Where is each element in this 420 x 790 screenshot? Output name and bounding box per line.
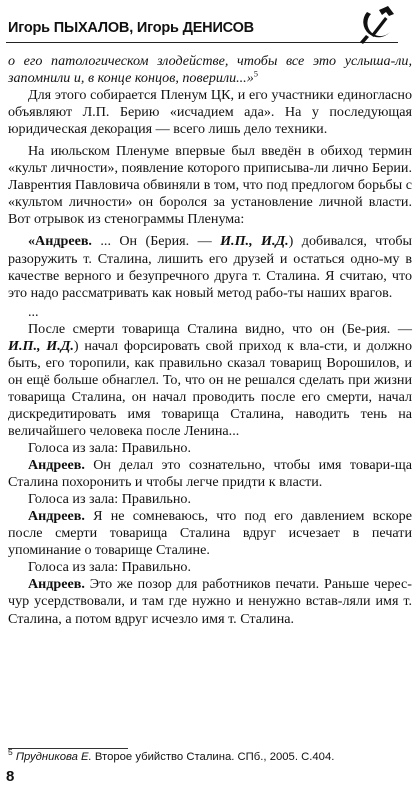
footnote-author: Прудникова Е. [15, 751, 92, 763]
paragraph: На июльском Пленуме впервые был введён в обиход термин «культ личности», появление которого приписыва-ли лично Берии. Лаврентия Павловича обвиняли в том, что под предлогом борьбы с «культом личности» он боролся за установление личной власти. Вот отрывок из стенограммы Пленума: [8, 143, 412, 228]
page-number: 8 [6, 768, 15, 785]
speaker-label: «Андреев. [28, 233, 92, 250]
footnote [8, 747, 412, 763]
footnote-number: 5 [8, 747, 13, 758]
speaker-label: Андреев. [28, 457, 85, 474]
transcript-line: Андреев. Это же позор для работников печати. Раньше черес-чур усердствовали, и там где нужно и ненужно встав-ляли имя т. Сталина, а потом вдруг исчезло имя т. Сталина. [8, 576, 412, 627]
transcript-line: Андреев. Он делал это сознательно, чтобы имя товари-ща Сталина похоронить и чтобы легче придти к власти. [8, 457, 412, 491]
transcript-line: «Андреев. ... Он (Берия. — И.П., И.Д.) добивался, чтобы разоружить т. Сталина, лишить его друзей и остаться одно-му в качестве верного и безупречного друга т. Сталина. Я считаю, что это надо рассматривать как новый метод рабо-ты наших врагов. [8, 233, 413, 301]
footnote-text: Второе убийство Сталина. СПб., 2005. С.404. [94, 751, 335, 763]
footnote-ref[interactable]: 5 [253, 68, 259, 79]
hammer-and-sickle-icon [354, 2, 398, 46]
ellipsis: ... [28, 303, 39, 320]
transcript-line: Андреев. Я не сомневаюсь, что под его давлением вскоре после смерти товарища Сталина вдруг исчезает в печати упоминание о товарище Сталине. [8, 508, 412, 559]
page-body [8, 53, 412, 628]
speaker-label: Андреев. [28, 508, 85, 525]
running-header [6, 6, 398, 43]
speaker-label: Андреев. [28, 576, 85, 593]
paragraph-quote-end: о его патологическом злодействе, чтобы все это услыша-ли, запомнили и, в конце концов, поверили...»$^5$ [8, 53, 412, 87]
transcript-line: После смерти товарища Сталина видно, что он (Бе-рия. — И.П., И.Д.) начал форсировать свой приход к вла-сти, и должно быть, его торопили, как правильно сказал товарищ Ворошилов, и он ещё больше обнаглел. То, что он не решался сделать при жизни товарища Сталина, он начал проводить после его смерти, начал дискредитировать имя товарища Сталина, наводить тень на величайшего человека после Ленина... [8, 320, 412, 439]
header-author: Игорь ПЫХАЛОВ, Игорь ДЕНИСОВ [8, 20, 254, 36]
transcript-voices: Голоса из зала: Правильно. [28, 559, 191, 576]
transcript-voices: Голоса из зала: Правильно. [28, 491, 191, 508]
paragraph: Для этого собирается Пленум ЦК, и его участники единогласно объявляют Л.П. Берию «исчадием ада». На у последующая юридическая декорация — всего лишь дело техники. [8, 87, 412, 138]
footnote-divider [8, 748, 128, 749]
transcript-voices: Голоса из зала: Правильно. [28, 440, 191, 457]
